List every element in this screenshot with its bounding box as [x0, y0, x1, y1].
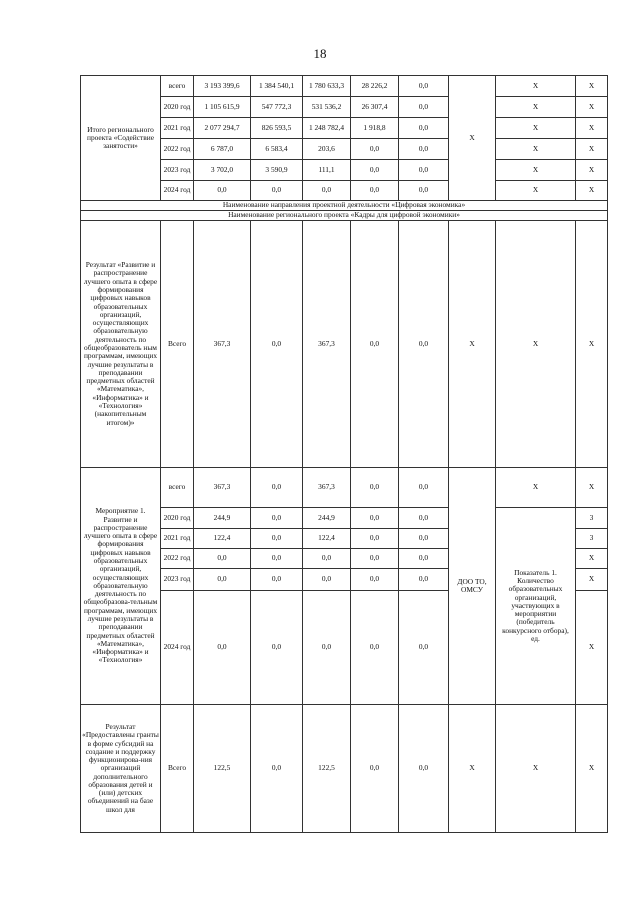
responsible-cell: ДОО ТО, ОМСУ	[449, 468, 496, 705]
indicator-cell: Х	[496, 139, 576, 160]
table-row	[81, 508, 608, 529]
total-cell: 1 105 615,9	[194, 97, 251, 118]
section-project-title: Наименование регионального проекта «Кадры для цифровой экономики»	[81, 211, 608, 221]
other-cell: 0,0	[399, 221, 449, 468]
regional-cell: 244,9	[303, 508, 351, 529]
table-row	[81, 221, 608, 468]
other-cell: 0,0	[399, 591, 449, 705]
federal-cell: 6 583,4	[251, 139, 303, 160]
indicator-cell: Х	[496, 221, 576, 468]
value-cell: Х	[576, 569, 608, 591]
year-cell: 2024 год	[161, 591, 194, 705]
table-row	[81, 705, 608, 833]
federal-cell: 547 772,3	[251, 97, 303, 118]
federal-cell: 0,0	[251, 549, 303, 569]
local-cell: 26 307,4	[351, 97, 399, 118]
federal-cell: 0,0	[251, 468, 303, 508]
other-cell: 0,0	[399, 508, 449, 529]
value-cell: Х	[576, 76, 608, 97]
total-cell: 367,3	[194, 468, 251, 508]
responsible-cell: Х	[449, 221, 496, 468]
year-cell: 2023 год	[161, 569, 194, 591]
year-cell: 2022 год	[161, 549, 194, 569]
indicator-cell: Показатель 1. Количество образовательных организаций, участвующих в мероприятии (победитель конкурсного отбора), ед.	[496, 508, 576, 705]
local-cell: 0,0	[351, 705, 399, 833]
value-cell: Х	[576, 549, 608, 569]
regional-cell: 0,0	[303, 591, 351, 705]
value-cell: Х	[576, 591, 608, 705]
other-cell: 0,0	[399, 76, 449, 97]
other-cell: 0,0	[399, 160, 449, 181]
year-cell: Всего	[161, 705, 194, 833]
local-cell: 0,0	[351, 591, 399, 705]
local-cell: 0,0	[351, 221, 399, 468]
total-cell: 122,4	[194, 529, 251, 549]
event-name-cell: Мероприятие 1. Развитие и распространение лучшего опыта в сфере формирования цифровых навыков образовательных организаций, осуществляющих образовательную деятельность по общеобразова-тельным программам, имеющих лучшие результаты в преподавании предметных областей «Математика», «Информатика» и «Технология»	[81, 468, 161, 705]
local-cell: 28 226,2	[351, 76, 399, 97]
federal-cell: 3 590,9	[251, 160, 303, 181]
year-cell: всего	[161, 468, 194, 508]
federal-cell: 826 593,5	[251, 118, 303, 139]
local-cell: 1 918,8	[351, 118, 399, 139]
table-row	[81, 201, 608, 211]
total-cell: 3 193 399,6	[194, 76, 251, 97]
local-cell: 0,0	[351, 468, 399, 508]
regional-cell: 531 536,2	[303, 97, 351, 118]
regional-cell: 367,3	[303, 221, 351, 468]
local-cell: 0,0	[351, 569, 399, 591]
year-cell: 2023 год	[161, 160, 194, 181]
responsible-cell: Х	[449, 76, 496, 201]
value-cell: Х	[576, 160, 608, 181]
table-row	[81, 468, 608, 508]
federal-cell: 0,0	[251, 705, 303, 833]
federal-cell: 1 384 540,1	[251, 76, 303, 97]
year-cell: Всего	[161, 221, 194, 468]
page-number: 18	[313, 46, 327, 61]
federal-cell: 0,0	[251, 591, 303, 705]
table-row	[81, 181, 608, 201]
regional-cell: 1 780 633,3	[303, 76, 351, 97]
regional-cell: 1 248 782,4	[303, 118, 351, 139]
other-cell: 0,0	[399, 181, 449, 201]
year-cell: 2020 год	[161, 508, 194, 529]
other-cell: 0,0	[399, 468, 449, 508]
table-row	[81, 118, 608, 139]
table-row	[81, 139, 608, 160]
indicator-cell: Х	[496, 181, 576, 201]
year-cell: 2020 год	[161, 97, 194, 118]
regional-cell: 122,4	[303, 529, 351, 549]
responsible-cell: Х	[449, 705, 496, 833]
total-cell: 367,3	[194, 221, 251, 468]
section-direction-title: Наименование направления проектной деятельности «Цифровая экономика»	[81, 201, 608, 211]
regional-cell: 0,0	[303, 549, 351, 569]
total-cell: 0,0	[194, 549, 251, 569]
value-cell: Х	[576, 139, 608, 160]
value-cell: Х	[576, 181, 608, 201]
year-cell: 2021 год	[161, 118, 194, 139]
other-cell: 0,0	[399, 549, 449, 569]
other-cell: 0,0	[399, 97, 449, 118]
indicator-cell: Х	[496, 97, 576, 118]
federal-cell: 0,0	[251, 529, 303, 549]
row-name-cell: Итого регионального проекта «Содействие занятости»	[81, 76, 161, 201]
value-cell: Х	[576, 221, 608, 468]
other-cell: 0,0	[399, 139, 449, 160]
federal-cell: 0,0	[251, 569, 303, 591]
regional-cell: 367,3	[303, 468, 351, 508]
other-cell: 0,0	[399, 118, 449, 139]
indicator-cell: Х	[496, 76, 576, 97]
regional-cell: 111,1	[303, 160, 351, 181]
federal-cell: 0,0	[251, 508, 303, 529]
regional-cell: 0,0	[303, 181, 351, 201]
regional-cell: 0,0	[303, 569, 351, 591]
value-cell: Х	[576, 705, 608, 833]
total-cell: 0,0	[194, 591, 251, 705]
result-name-cell: Результат «Развитие и распространение лучшего опыта в сфере формирования цифровых навыков образовательных организаций, осуществляющих образовательную деятельность по общеобразователь ным программам, имеющих лучшие результаты в преподавании предметных областей «Математика», «Информатика» и «Технология» (накопительным итогом)»	[81, 221, 161, 468]
table-row	[81, 76, 608, 97]
regional-cell: 122,5	[303, 705, 351, 833]
total-cell: 0,0	[194, 569, 251, 591]
table-row	[81, 211, 608, 221]
total-cell: 6 787,0	[194, 139, 251, 160]
year-cell: 2024 год	[161, 181, 194, 201]
federal-cell: 0,0	[251, 221, 303, 468]
total-cell: 3 702,0	[194, 160, 251, 181]
total-cell: 0,0	[194, 181, 251, 201]
total-cell: 2 077 294,7	[194, 118, 251, 139]
other-cell: 0,0	[399, 705, 449, 833]
indicator-cell: Х	[496, 118, 576, 139]
value-cell: Х	[576, 97, 608, 118]
indicator-cell: Х	[496, 705, 576, 833]
local-cell: 0,0	[351, 508, 399, 529]
total-cell: 122,5	[194, 705, 251, 833]
indicator-cell: Х	[496, 468, 576, 508]
year-cell: всего	[161, 76, 194, 97]
local-cell: 0,0	[351, 160, 399, 181]
value-cell: Х	[576, 468, 608, 508]
regional-cell: 203,6	[303, 139, 351, 160]
value-cell: 3	[576, 508, 608, 529]
year-cell: 2022 год	[161, 139, 194, 160]
table-row	[81, 160, 608, 181]
local-cell: 0,0	[351, 549, 399, 569]
other-cell: 0,0	[399, 569, 449, 591]
value-cell: 3	[576, 529, 608, 549]
local-cell: 0,0	[351, 529, 399, 549]
year-cell: 2021 год	[161, 529, 194, 549]
total-cell: 244,9	[194, 508, 251, 529]
budget-table	[80, 75, 608, 833]
local-cell: 0,0	[351, 181, 399, 201]
result-name-cell: Результат «Предоставлены гранты в форме субсидий на создание и поддержку функционирова-ния организаций дополнительного образования детей и (или) детских объединений на базе школ для	[81, 705, 161, 833]
table-row	[81, 97, 608, 118]
federal-cell: 0,0	[251, 181, 303, 201]
indicator-cell: Х	[496, 160, 576, 181]
other-cell: 0,0	[399, 529, 449, 549]
value-cell: Х	[576, 118, 608, 139]
local-cell: 0,0	[351, 139, 399, 160]
